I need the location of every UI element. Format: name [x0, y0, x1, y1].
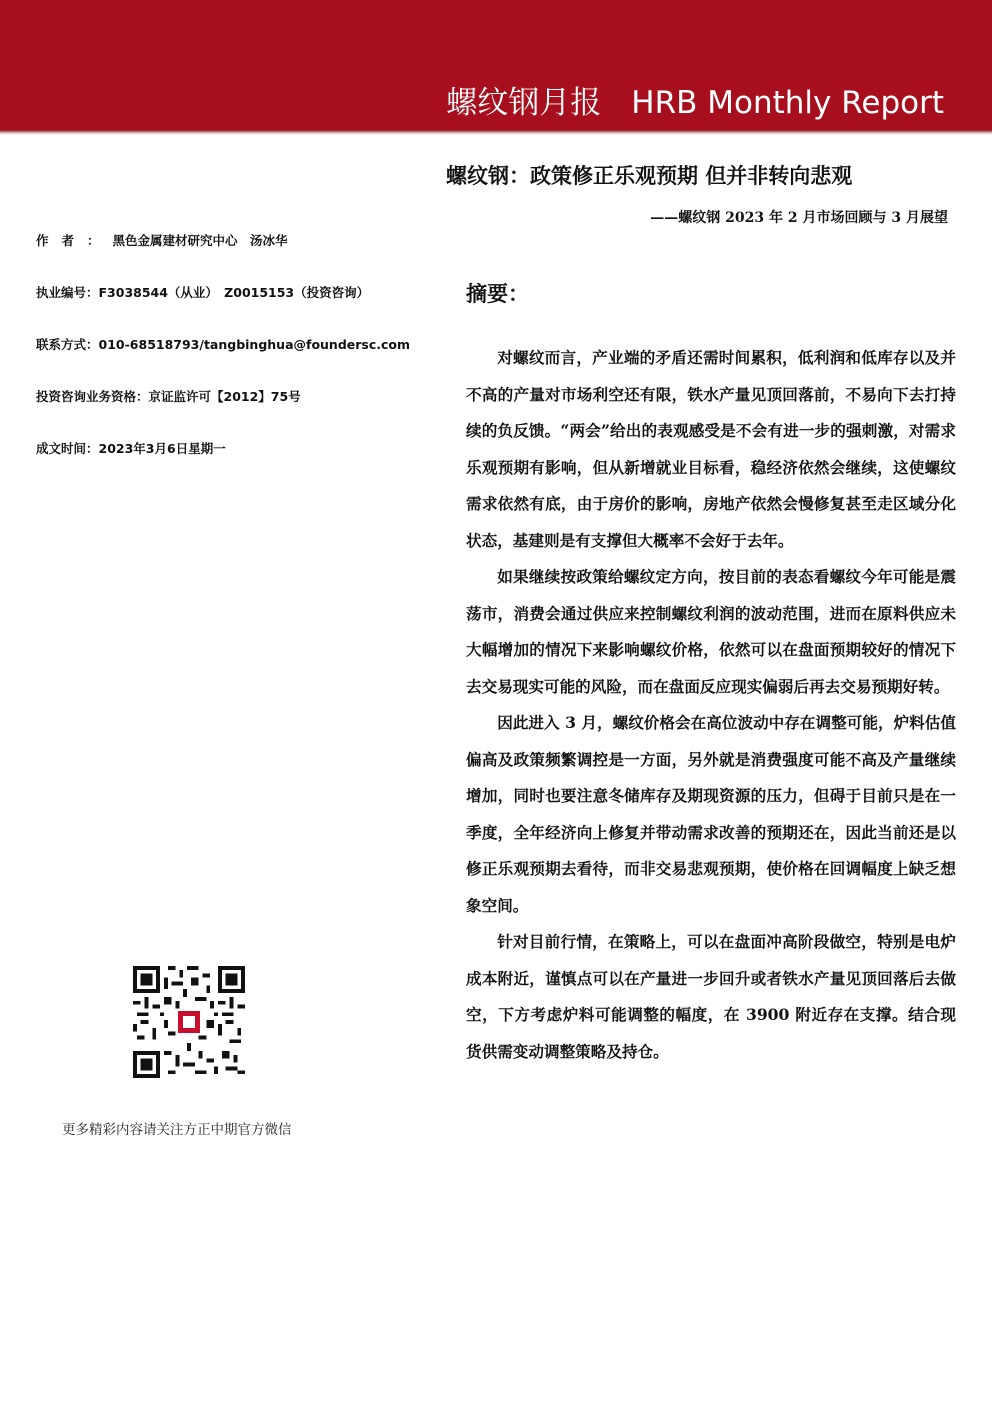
- banner-divider: [0, 130, 992, 135]
- abstract-paragraph-2: 如果继续按政策给螺纹定方向，按目前的表态看螺纹今年可能是震荡市，消费会通过供应来控制螺纹利润的波动范围，进而在原料供应未大幅增加的情况下来影响螺纹价格，依然可以在盘面预期较好的情况下去交易现实可能的风险，而在盘面反应现实偏弱后再去交易预期好转。: [466, 567, 956, 696]
- banner-title-cn: 螺纹钢月报: [446, 85, 602, 121]
- report-headline: 螺纹钢：政策修正乐观预期 但并非转向悲观: [446, 163, 853, 188]
- author-row: [36, 232, 426, 284]
- author-value: 黑色金属建材研究中心 汤冰华: [112, 233, 288, 248]
- qr-caption: 更多精彩内容请关注方正中期官方微信: [62, 1122, 292, 1138]
- abstract-paragraph-1: 对螺纹而言，产业端的矛盾还需时间累积，低利润和低库存以及并不高的产量对市场利空还有限，铁水产量见顶回落前，不易向下去打持续的负反馈。“两会”给出的表观感受是不会有进一步的强刺激，对需求乐观预期有影响，但从新增就业目标看，稳经济依然会继续，这使螺纹需求依然有底，由于房价的影响，房地产依然会慢修复甚至走区域分化状态，基建则是有支撑但大概率不会好于去年。: [466, 348, 956, 550]
- license-value: F3038544（从业） Z0015153（投资咨询）: [98, 285, 370, 300]
- report-subtitle: ——螺纹钢 2023 年 2 月市场回顾与 3 月展望: [650, 210, 948, 226]
- report-banner: [0, 0, 992, 130]
- author-label: 作者：: [36, 233, 113, 248]
- abstract-paragraph-4: 针对目前行情，在策略上，可以在盘面冲高阶段做空，特别是电炉成本附近，谨慎点可以在产量进一步回升或者铁水产量见顶回落后去做空，下方考虑炉料可能调整的幅度，在 3900 附近存在支撑。结合现货供需变动调整策略及持仓。: [466, 932, 956, 1061]
- license-row: [36, 284, 426, 336]
- license-label: 执业编号：: [36, 285, 99, 300]
- qr-code-icon: [133, 966, 245, 1078]
- date-value: 2023年3月6日星期一: [98, 441, 226, 456]
- qualification-row: [36, 388, 426, 440]
- date-row: [36, 440, 426, 492]
- qualification-label: 投资咨询业务资格：: [36, 389, 149, 404]
- abstract-paragraph-3: 因此进入 3 月，螺纹价格会在高位波动中存在调整可能，炉料估值偏高及政策频繁调控是一方面，另外就是消费强度可能不高及产量继续增加，同时也要注意冬储库存及期现资源的压力，但碍于目前只是在一季度，全年经济向上修复并带动需求改善的预期还在，因此当前还是以修正乐观预期去看待，而非交易悲观预期，使价格在回调幅度上缺乏想象空间。: [466, 713, 956, 915]
- date-label: 成文时间：: [36, 441, 99, 456]
- qualification-value: 京证监许可【2012】75号: [148, 389, 301, 404]
- abstract-title: 摘要：: [466, 281, 529, 306]
- contact-label: 联系方式：: [36, 337, 99, 352]
- banner-title-en: HRB Monthly Report: [631, 85, 944, 121]
- contact-row: [36, 336, 426, 388]
- contact-value: 010-68518793/tangbinghua@foundersc.com: [98, 337, 411, 352]
- banner-title: [446, 77, 944, 122]
- author-info: [36, 232, 426, 492]
- abstract-body: [466, 340, 956, 1070]
